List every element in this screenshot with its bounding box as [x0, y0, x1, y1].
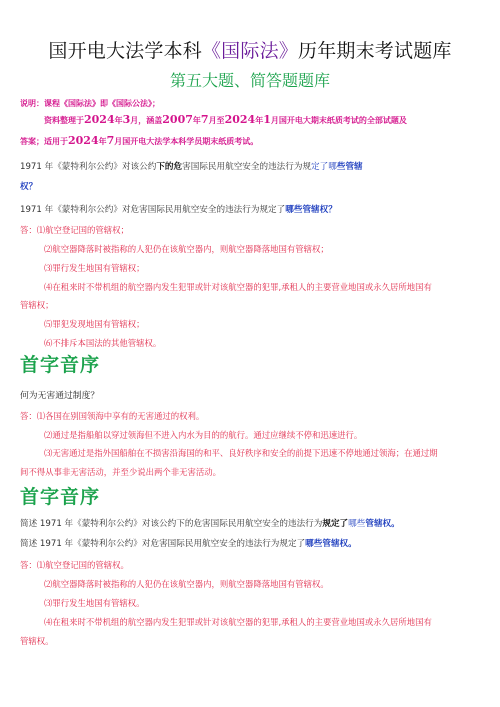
question-5: 简述 1971 年《蒙特利尔公约》对危害国际民用航空安全的违法行为规定了哪些管辖权。 [20, 539, 357, 549]
answer-line: 管辖权； [20, 300, 54, 310]
question-4: 简述 1971 年《蒙特利尔公约》对该公约下的危害国际民用航空安全的违法行为规定了哪些管辖权。 [20, 519, 400, 529]
section-heading: 首字音序 [20, 486, 101, 508]
answer-line: ⑶罪行发生地国有管辖权。 [44, 598, 145, 608]
question-1: 1971 年《蒙特利尔公约》对该公约下的危害国际民用航空安全的违法行为规定了哪些管辖 [20, 162, 363, 172]
answer-line: ⑵通过是指船舶以穿过领海但不进入内水为目的的航行。通过应继续不停和迅速进行。 [44, 430, 363, 440]
answer-line: ⑶无害通过是指外国船舶在不损害沿海国的和平、良好秩序和安全的前提下迅速不停地通过领海；在通过期 [44, 448, 438, 458]
title-prefix: 国开电大法学本科 [48, 40, 202, 62]
section-heading: 首字音序 [20, 354, 101, 376]
title-suffix: 历年期末考试题库 [298, 40, 452, 62]
answer-line: ⑵航空器降落时被指称的人犯仍在该航空器内，则航空器降落地国有管辖权。 [44, 579, 329, 589]
question-2: 1971 年《蒙特利尔公约》对危害国际民用航空安全的违法行为规定了哪些管辖权？ [20, 205, 337, 215]
answer-line: 间不得从事非无害活动，并至少说出两个非无害活动。 [20, 467, 221, 477]
answer-line: 答：⑴航空登记国的管辖权。 [20, 560, 129, 570]
answer-line: ⑹不排斥本国法的其他管辖权。 [44, 338, 162, 348]
answer-line: 答：⑴航空登记国的管辖权； [20, 225, 129, 235]
note-line-2: 资料整理于2024年3月，涵盖2007年7月至2024年1月国开电大期末纸质考试的全部试题及 [44, 113, 407, 126]
answer-line: ⑷在租来时不带机组的航空器内发生犯罪或针对该航空器的犯罪,承租人的主要营业地国或永久居所地国有 [44, 617, 432, 627]
answer-line: ⑶罪行发生地国有管辖权； [44, 263, 145, 273]
note-line-3: 答案；适用于2024年7月国开电大法学本科学员期末纸质考试。 [20, 134, 259, 147]
page-title [0, 36, 500, 63]
question-3: 何为无害通过制度？ [20, 391, 100, 401]
answer-line: 管辖权。 [20, 636, 54, 646]
note-line-1: 说明：课程《国际法》即《国际公法》； [20, 99, 160, 108]
answer-line: 答：⑴各国在别国领海中享有的无害通过的权利。 [20, 411, 205, 421]
answer-line: ⑵航空器降落时被指称的人犯仍在该航空器内，则航空器降落地国有管辖权； [44, 244, 329, 254]
question-1-cont: 权？ [20, 182, 38, 192]
page-subtitle: 第五大题、简答题题库 [169, 71, 330, 90]
answer-line: ⑸罪犯发现地国有管辖权； [44, 319, 145, 329]
answer-line: ⑷在租来时不带机组的航空器内发生犯罪或针对该航空器的犯罪,承租人的主要营业地国或永久居所地国有 [44, 282, 432, 292]
title-highlight: 《国际法》 [201, 40, 298, 62]
